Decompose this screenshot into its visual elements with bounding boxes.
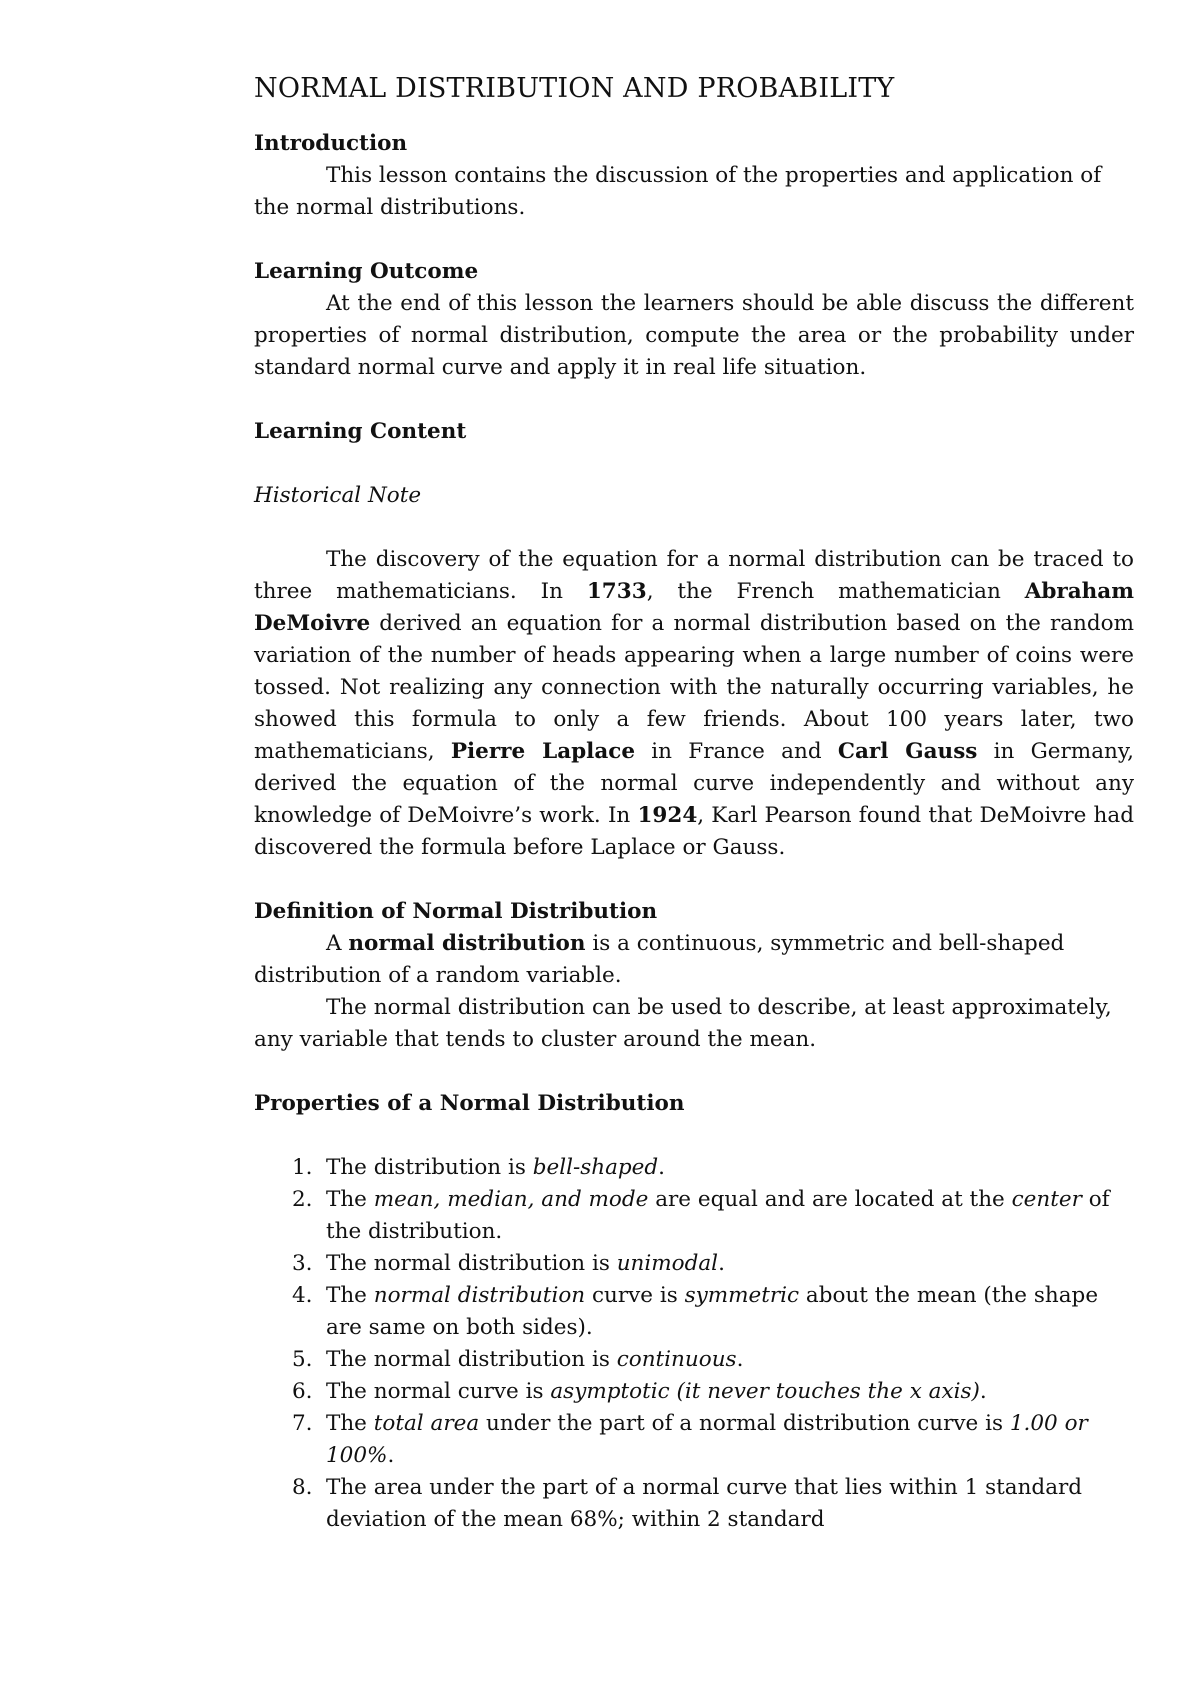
list-item-number: 1. (292, 1155, 313, 1180)
properties-list (254, 1152, 1134, 1536)
list-item-emphasis: asymptotic (it never touches the x axis) (550, 1379, 980, 1404)
introduction-heading: Introduction (254, 131, 408, 156)
history-text-6: , Karl Pearson found that DeMoivre had discovered the formula before Laplace or Gauss. (254, 803, 1134, 860)
list-item-text: The distribution is (326, 1155, 533, 1180)
definition-term: normal distribution (348, 931, 586, 956)
list-item-text: . (718, 1251, 725, 1276)
list-item-number: 7. (292, 1411, 313, 1436)
definition-heading: Definition of Normal Distribution (254, 899, 658, 924)
list-item (254, 1184, 1134, 1248)
history-text-5: in Germany, derived the equation of the normal curve independently and without any knowledge of DeMoivre’s work. In (254, 739, 1134, 828)
history-text-2: , the French mathematician (646, 579, 1025, 604)
document-page (254, 62, 1134, 1536)
list-item-emphasis: bell-shaped (532, 1155, 659, 1180)
list-item (254, 1472, 1134, 1536)
list-item-emphasis: unimodal (616, 1251, 719, 1276)
list-item-number: 5. (292, 1347, 313, 1372)
list-item-text: The normal curve is (326, 1379, 551, 1404)
definition-text-post: is a continuous, symmetric and bell-shaped distribution of a random variable. (254, 931, 1065, 988)
list-item-emphasis: normal distribution (373, 1283, 586, 1308)
list-item (254, 1344, 1134, 1376)
list-item (254, 1408, 1134, 1472)
history-text-4: in France and (635, 739, 838, 764)
list-item-text: of the distribution. (326, 1187, 1110, 1244)
definition-paragraph-1 (254, 928, 1134, 992)
definition-paragraph-2: The normal distribution can be used to describe, at least approximately, any variable that tends to cluster around the mean. (254, 995, 1112, 1052)
list-item-text: . (736, 1347, 744, 1372)
list-item-number: 6. (292, 1379, 313, 1404)
list-item-number: 8. (292, 1475, 313, 1500)
list-item-number: 3. (292, 1251, 313, 1276)
list-item-text: The area under the part of a normal curve that lies within 1 standard deviation of the mean 68%; within 2 standard (326, 1475, 1083, 1532)
list-item-text: under the part of a normal distribution curve is (479, 1411, 1010, 1436)
learning-content-heading: Learning Content (254, 419, 467, 444)
definition-text-pre: A (326, 931, 349, 956)
list-item-emphasis: total area (373, 1411, 480, 1436)
list-item (254, 1152, 1134, 1184)
learning-outcome-heading: Learning Outcome (254, 259, 479, 284)
history-name-gauss: Carl Gauss (837, 739, 978, 764)
list-item-text: The (326, 1411, 374, 1436)
history-text-1: The discovery of the equation for a normal distribution can be traced to three mathematicians. In (254, 547, 1134, 604)
introduction-text: This lesson contains the discussion of the properties and application of the normal distributions. (254, 163, 1102, 220)
list-item-text: . (658, 1155, 666, 1180)
list-item-emphasis: symmetric (684, 1283, 800, 1308)
list-item-text: The normal distribution is (326, 1347, 617, 1372)
list-item-text: about the mean (the shape are same on both sides). (326, 1283, 1099, 1340)
list-item-emphasis: center (1011, 1187, 1082, 1212)
list-item (254, 1376, 1134, 1408)
history-text-3: derived an equation for a normal distribution based on the random variation of the number of heads appearing when a large number of coins were tossed. Not realizing any connection with the naturally occurring variables, he showed this formula to only a few friends. About 100 years later, two mathematicians, (254, 611, 1134, 764)
history-name-laplace: Pierre Laplace (450, 739, 636, 764)
properties-heading: Properties of a Normal Distribution (254, 1091, 685, 1116)
history-year-1924: 1924 (637, 803, 698, 828)
list-item-text: curve is (585, 1283, 685, 1308)
learning-outcome-text: At the end of this lesson the learners should be able discuss the different properties of normal distribution, compute the area or the probability under standard normal curve and apply it in real life situation. (254, 291, 1134, 380)
history-year-1733: 1733 (586, 579, 647, 604)
history-name-demoivre: Abraham DeMoivre (254, 579, 1134, 636)
historical-note-paragraph (254, 544, 1134, 864)
list-item-text: . (387, 1443, 395, 1468)
list-item-text: The (326, 1187, 374, 1212)
historical-note-label: Historical Note (254, 483, 422, 508)
document-title: NORMAL DISTRIBUTION AND PROBABILITY (254, 73, 895, 104)
list-item-text: The normal distribution is (326, 1251, 617, 1276)
list-item-emphasis: 1.00 or 100% (326, 1411, 1088, 1468)
list-item-emphasis: continuous (616, 1347, 737, 1372)
list-item-text: are equal and are located at the (648, 1187, 1012, 1212)
list-item (254, 1280, 1134, 1344)
list-item-text: The (326, 1283, 374, 1308)
list-item-number: 2. (292, 1187, 313, 1212)
list-item-text: . (979, 1379, 987, 1404)
list-item (254, 1248, 1134, 1280)
list-item-number: 4. (292, 1283, 313, 1308)
list-item-emphasis: mean, median, and mode (373, 1187, 649, 1212)
